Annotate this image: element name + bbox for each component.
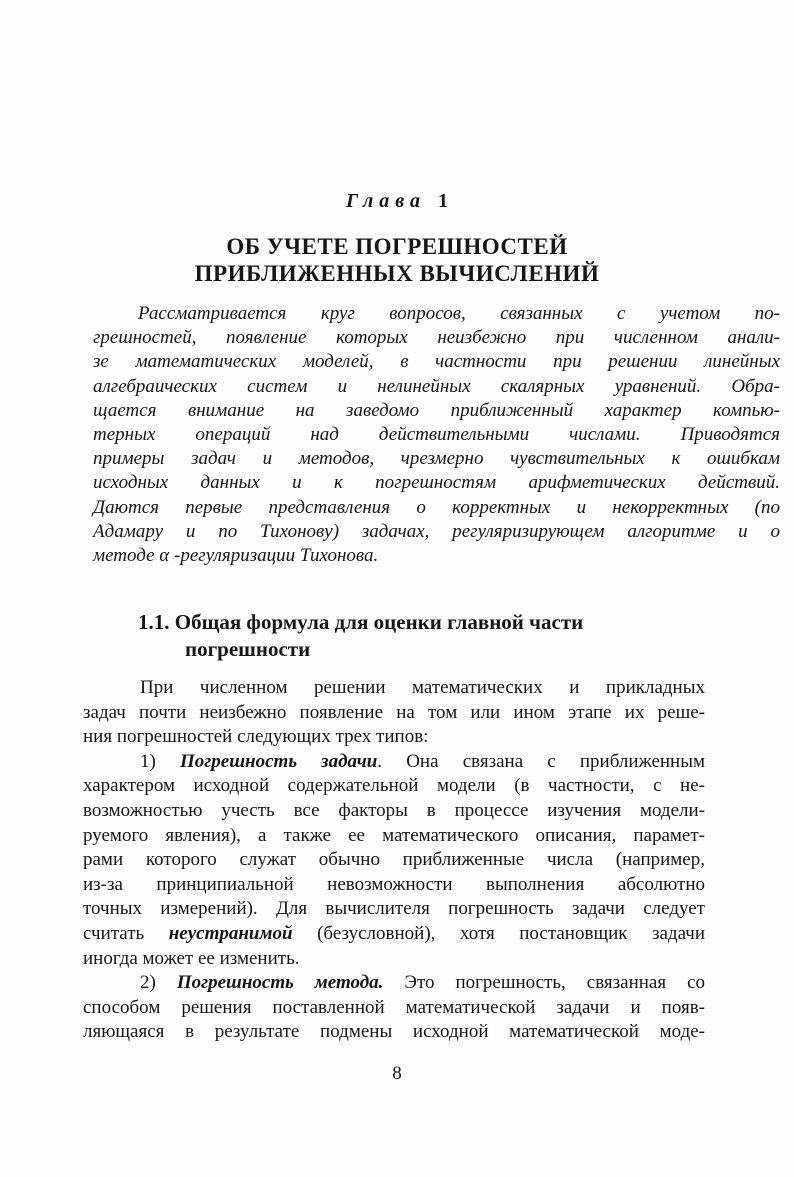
body-text-segment: рами которого служат обычно приближенные числа (например, xyxy=(83,849,705,871)
abstract-annotation xyxy=(93,302,780,568)
body-line xyxy=(83,774,705,799)
chapter-label xyxy=(0,190,794,213)
body-text-segment: руемого явления), а также ее математического описания, парамет- xyxy=(83,824,705,846)
body-text-segment: возможностью учесть все факторы в процессе изучения модели- xyxy=(83,799,705,821)
body-text-segment: (безусловной), хотя постановщик задачи xyxy=(292,922,705,944)
body-line xyxy=(83,873,705,898)
emphasis-term: неустранимой xyxy=(168,922,293,944)
body-text-segment: способом решения поставленной математической задачи и появ- xyxy=(83,996,705,1018)
body-text-segment: точных измерений). Для вычислителя погрешность задачи следует xyxy=(83,898,705,920)
body-line xyxy=(83,971,705,996)
body-line xyxy=(83,996,705,1021)
body-text-segment: При численном решении математических и прикладных xyxy=(140,677,705,698)
body-line xyxy=(83,799,705,824)
body-line xyxy=(83,947,705,972)
chapter-title-line: ОБ УЧЕТЕ ПОГРЕШНОСТЕЙ xyxy=(226,234,568,259)
body-text-segment: из-за принципиальной невозможности выполнения абсолютно xyxy=(83,873,705,895)
abstract-line: исходных данных и к погрешностям арифметических действий. xyxy=(93,472,780,494)
chapter-label-number: 1 xyxy=(438,190,449,212)
body-line xyxy=(83,1020,705,1045)
emphasis-term: Погрешность метода. xyxy=(176,972,384,994)
abstract-line: зе математических моделей, в частности при решении линейных xyxy=(93,351,780,373)
body-line xyxy=(83,848,705,873)
abstract-line: Даются первые представления о корректных и некорректных (по xyxy=(93,496,780,518)
abstract-line: Адамару и по Тихонову) задачах, регуляризирующем алгоритме и о xyxy=(93,520,780,542)
body-line xyxy=(83,750,705,775)
abstract-line: алгебраических систем и нелинейных скалярных уравнений. Обра- xyxy=(93,375,780,397)
body-text-segment: характером исходной содержательной модели (в частности, с не- xyxy=(83,775,705,797)
body-line xyxy=(83,701,705,726)
body-text-segment: иногда может ее изменить. xyxy=(83,947,300,969)
abstract-line: грешностей, появление которых неизбежно при численном анали- xyxy=(93,327,780,349)
body-text xyxy=(83,676,705,1045)
chapter-label-word: Глава xyxy=(345,190,427,212)
abstract-line: методе α -регуляризации Тихонова. xyxy=(93,545,379,567)
body-text-segment: 2) xyxy=(140,972,177,994)
abstract-line: примеры задач и методов, чрезмерно чувствительных к ошибкам xyxy=(93,448,780,470)
body-text-segment: считать xyxy=(83,922,169,944)
body-text-segment: ляющаяся в результате подмены исходной математической моде- xyxy=(83,1021,705,1043)
abstract-line: щается внимание на заведомо приближенный характер компью- xyxy=(93,399,780,421)
abstract-line: Рассматривается круг вопросов, связанных с учетом по- xyxy=(138,303,780,324)
body-text-segment: 1) xyxy=(140,750,180,772)
page-number: 8 xyxy=(392,1063,402,1084)
body-line xyxy=(83,725,705,750)
section-heading xyxy=(138,609,698,663)
section-heading-line: погрешности xyxy=(185,637,311,661)
chapter-title xyxy=(0,233,794,287)
body-text-segment: . Она связана с приближенным xyxy=(377,750,706,772)
chapter-title-line: ПРИБЛИЖЕННЫХ ВЫЧИСЛЕНИЙ xyxy=(194,261,600,286)
body-line xyxy=(83,676,705,701)
body-text-segment: ния погрешностей следующих трех типов: xyxy=(83,726,429,748)
section-heading-line: 1.1. Общая формула для оценки главной части xyxy=(138,610,584,634)
body-line xyxy=(83,922,705,947)
body-line xyxy=(83,824,705,849)
body-line xyxy=(83,897,705,922)
body-text-segment: Это погрешность, связанная со xyxy=(383,972,706,994)
body-text-segment: задач почти неизбежно появление на том или ином этапе их реше- xyxy=(83,701,705,723)
abstract-line: терных операций над действительными числами. Приводятся xyxy=(93,424,780,446)
emphasis-term: Погрешность задачи xyxy=(180,750,378,772)
